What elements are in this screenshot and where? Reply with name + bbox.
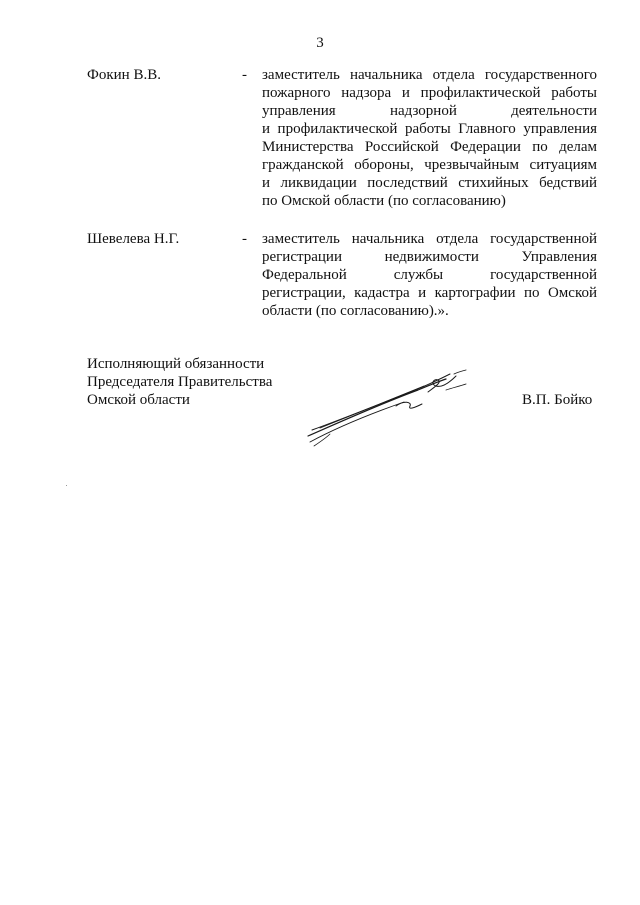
position-line: управления надзорной деятельности xyxy=(262,103,597,119)
member-position xyxy=(262,230,597,320)
position-line: Министерства Российской Федерации по делам xyxy=(262,139,597,155)
member-dash: - xyxy=(242,67,247,83)
position-line: регистрации, кадастра и картографии по Омской xyxy=(262,285,597,301)
position-line: гражданской обороны, чрезвычайным ситуациям xyxy=(262,157,597,173)
page-number: 3 xyxy=(316,35,324,51)
member-position xyxy=(262,66,597,210)
handwritten-signature xyxy=(300,362,480,452)
position-line: области (по согласованию).». xyxy=(262,303,449,319)
signatory-title-line: Исполняющий обязанности xyxy=(87,356,265,372)
member-name: Фокин В.В. xyxy=(87,67,161,83)
member-entry-sheveleva xyxy=(87,230,597,320)
position-line: и ликвидации последствий стихийных бедствий xyxy=(262,175,597,191)
position-line: и профилактической работы Главного управления xyxy=(262,121,597,137)
signer-name: В.П. Бойко xyxy=(522,392,593,408)
signatory-title xyxy=(87,355,272,409)
member-entry-fokin xyxy=(87,66,597,210)
position-line: Федеральной службы государственной xyxy=(262,267,597,283)
signatory-title-line: Председателя Правительства xyxy=(87,374,273,390)
member-name: Шевелева Н.Г. xyxy=(87,231,180,247)
member-dash: - xyxy=(242,231,247,247)
position-line: по Омской области (по согласованию) xyxy=(262,193,506,209)
position-line: пожарного надзора и профилактической работы xyxy=(262,85,597,101)
position-line: заместитель начальника отдела государственного xyxy=(262,67,597,83)
position-line: регистрации недвижимости Управления xyxy=(262,249,597,265)
scan-speck xyxy=(66,485,67,486)
signatory-title-line: Омской области xyxy=(87,392,190,408)
position-line: заместитель начальника отдела государственной xyxy=(262,231,597,247)
